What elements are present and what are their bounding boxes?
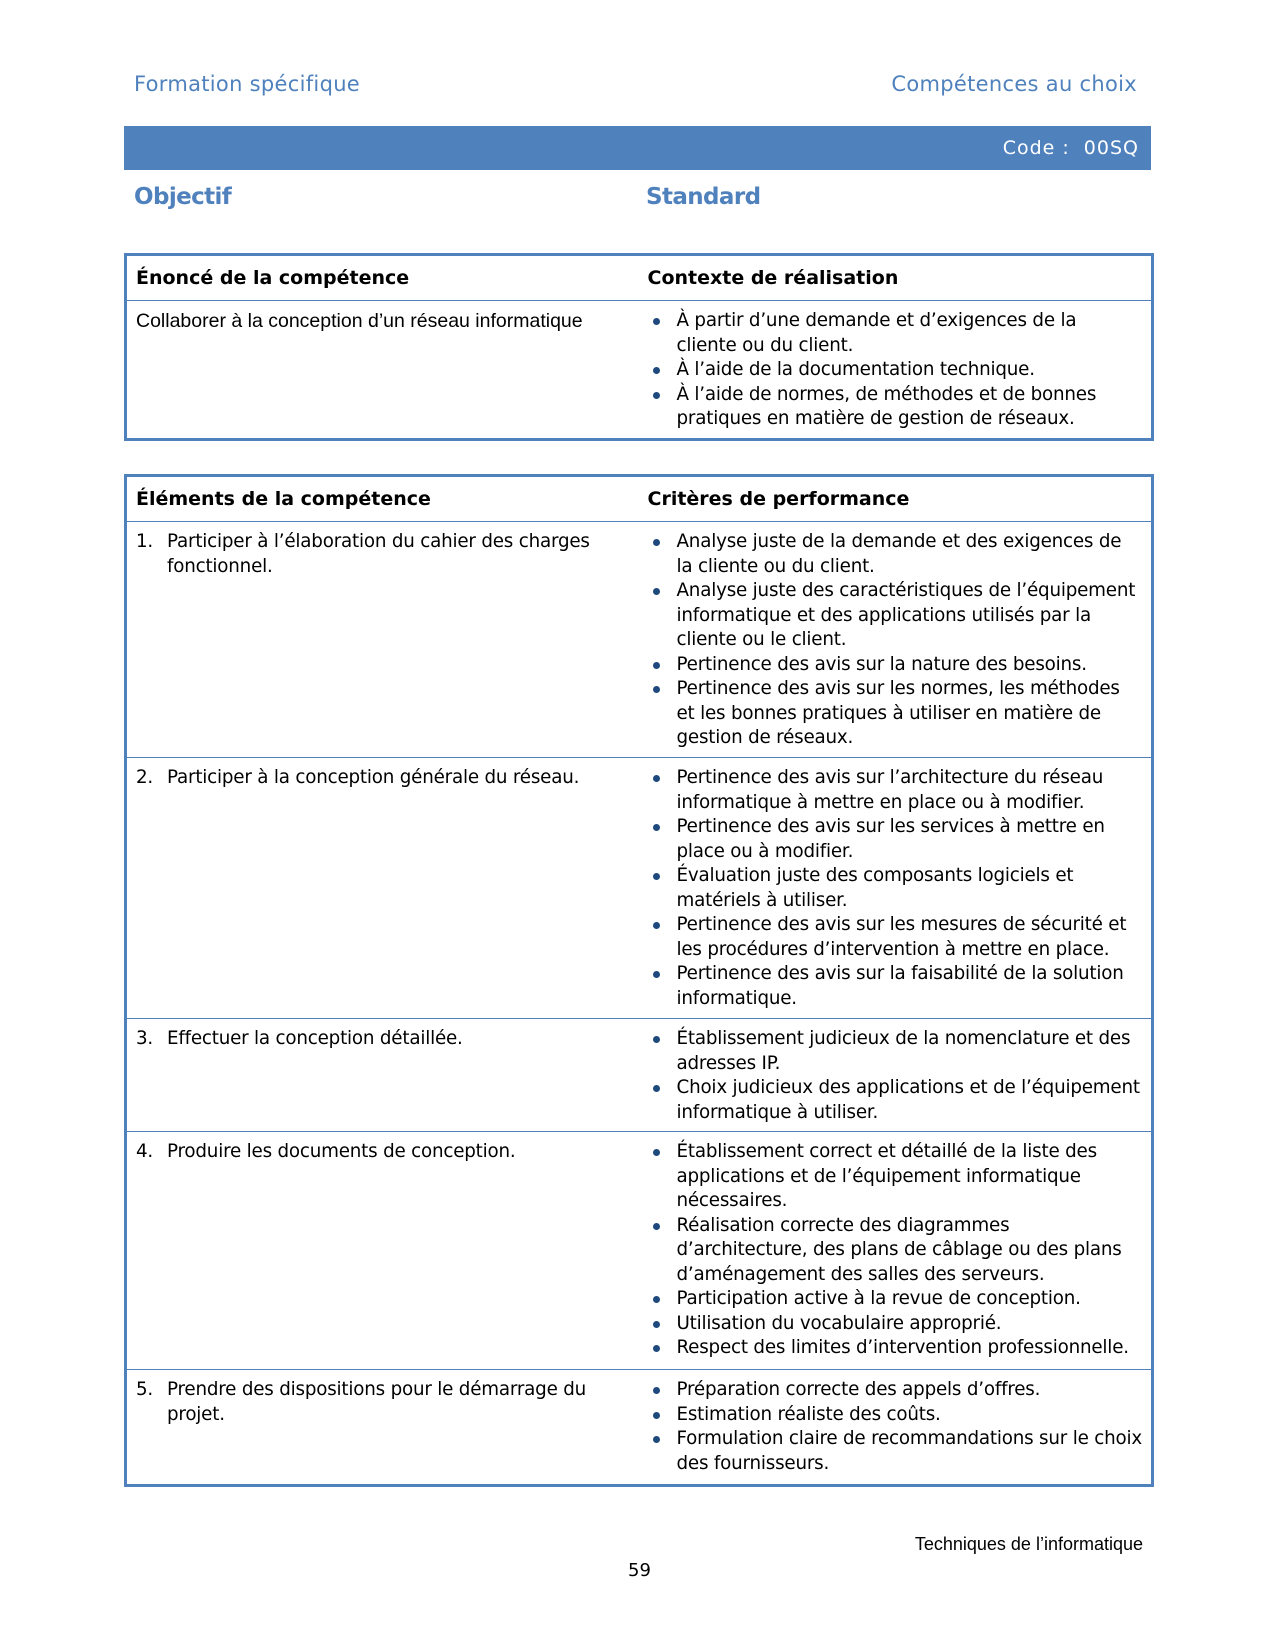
header-competences: Compétences au choix: [891, 72, 1137, 96]
bullet-icon: [653, 686, 660, 693]
list-item-text: Établissement correct et détaillé de la liste des applications et de l’équipement informatique nécessaires.: [676, 1141, 1097, 1211]
list-item-text: Respect des limites d’intervention professionnelle.: [676, 1337, 1129, 1358]
bullet-icon: [653, 1223, 660, 1230]
element-text: Produire les documents de conception.: [167, 1141, 516, 1162]
list-item-text: Estimation réaliste des coûts.: [676, 1403, 941, 1425]
element-text: Effectuer la conception détaillée.: [167, 1028, 463, 1049]
section-standard: Standard: [646, 184, 761, 210]
element-number: 2.: [136, 767, 154, 788]
bullet-icon: [653, 873, 660, 880]
list-item-text: Participation active à la revue de conception.: [676, 1288, 1081, 1309]
criteres-cell: [639, 522, 1153, 758]
list-item-text: Pertinence des avis sur l’architecture du réseau informatique à mettre en place ou à modifier.: [676, 767, 1104, 813]
criteres-list: [648, 1140, 1143, 1361]
list-item-text: Analyse juste des caractéristiques de l’équipement informatique et des applications utilisés par la cliente ou le client.: [676, 580, 1136, 650]
list-item: [648, 358, 1143, 383]
table-row: [126, 522, 1153, 758]
bullet-icon: [653, 1412, 660, 1419]
competence-table: [124, 253, 1154, 441]
list-item: [648, 1140, 1143, 1214]
bullet-icon: [653, 1296, 660, 1303]
list-item: [648, 677, 1143, 751]
element-cell: [126, 1132, 639, 1370]
list-item: [648, 1403, 1143, 1428]
bullet-icon: [653, 367, 660, 374]
list-item-text: Pertinence des avis sur les services à mettre en place ou à modifier.: [676, 816, 1105, 862]
table-header-row: [126, 476, 1153, 522]
table-row: [126, 1019, 1153, 1132]
list-item-text: À partir d’une demande et d’exigences de la cliente ou du client.: [676, 310, 1077, 356]
bullet-icon: [653, 662, 660, 669]
list-item: [648, 1378, 1143, 1403]
list-item-text: Pertinence des avis sur la faisabilité de la solution informatique.: [676, 963, 1124, 1009]
element-number: 4.: [136, 1141, 154, 1162]
bullet-icon: [653, 588, 660, 595]
list-item-text: À l’aide de la documentation technique.: [676, 359, 1035, 380]
element-text: Prendre des dispositions pour le démarrage du projet.: [167, 1379, 587, 1425]
criteres-list: [648, 1378, 1143, 1476]
bullet-icon: [653, 824, 660, 831]
element-cell: [126, 758, 639, 1019]
list-item: [648, 1287, 1143, 1312]
list-item: [648, 1076, 1143, 1125]
element-cell: [126, 1019, 639, 1132]
element-cell: [126, 522, 639, 758]
bullet-icon: [653, 1387, 660, 1394]
criteres-list: [648, 766, 1143, 1011]
element-cell: [126, 1370, 639, 1486]
element-number: 3.: [136, 1028, 154, 1049]
element-number: 5.: [136, 1379, 154, 1400]
element-text: Participer à la conception générale du réseau.: [167, 767, 580, 788]
bullet-icon: [653, 1321, 660, 1328]
list-item-text: Préparation correcte des appels d’offres.: [676, 1379, 1041, 1400]
list-item: [648, 1427, 1143, 1476]
bullet-icon: [653, 1036, 660, 1043]
list-item: [648, 1312, 1143, 1337]
bullet-icon: [653, 922, 660, 929]
criteres-cell: [639, 758, 1153, 1019]
list-item: [648, 1027, 1143, 1076]
list-item-text: Pertinence des avis sur la nature des besoins.: [676, 653, 1087, 675]
list-item: [648, 962, 1143, 1011]
header-formation: Formation spécifique: [134, 72, 361, 96]
page-number: 59: [628, 1560, 651, 1581]
bullet-icon: [653, 539, 660, 546]
list-item-text: Pertinence des avis sur les normes, les méthodes et les bonnes pratiques à utiliser en matière de gestion de réseaux.: [676, 678, 1120, 748]
code-wrap: [1003, 137, 1139, 159]
list-item: [648, 1336, 1143, 1361]
list-item-text: Établissement judicieux de la nomenclature et des adresses IP.: [676, 1028, 1131, 1074]
list-item-text: Réalisation correcte des diagrammes d’architecture, des plans de câblage ou des plans d’aménagement des salles des serveurs.: [676, 1214, 1122, 1285]
header-contexte: Contexte de réalisation: [639, 255, 1153, 301]
table-row: [126, 1132, 1153, 1370]
criteres-list: [648, 530, 1143, 751]
list-item: [648, 815, 1143, 864]
list-item: [648, 1214, 1143, 1288]
table-row: [126, 758, 1153, 1019]
element-item: [136, 1140, 630, 1165]
bullet-icon: [653, 392, 660, 399]
element-number: 1.: [136, 531, 154, 552]
code-value: 00SQ: [1083, 137, 1139, 159]
list-item-text: Évaluation juste des composants logiciels et matériels à utiliser.: [676, 865, 1074, 911]
code-label: Code :: [1002, 137, 1070, 159]
table-header-row: [126, 255, 1153, 301]
enonce-cell: [126, 301, 639, 440]
footer-program: Techniques de l’informatique: [914, 1534, 1143, 1554]
section-objectif: Objectif: [134, 184, 232, 210]
list-item: [648, 530, 1143, 579]
list-item-text: Analyse juste de la demande et des exigences de la cliente ou du client.: [676, 531, 1122, 577]
bullet-icon: [653, 1085, 660, 1092]
element-item: [136, 530, 630, 579]
header-criteres: Critères de performance: [639, 476, 1153, 522]
elements-table: [124, 474, 1154, 1487]
bullet-icon: [653, 1345, 660, 1352]
list-item-text: Formulation claire de recommandations sur le choix des fournisseurs.: [676, 1428, 1142, 1474]
criteres-list: [648, 1027, 1143, 1125]
list-item-text: Utilisation du vocabulaire approprié.: [676, 1312, 1002, 1334]
bullet-icon: [653, 971, 660, 978]
header-elements: Éléments de la compétence: [126, 476, 639, 522]
element-item: [136, 1027, 630, 1052]
list-item: [648, 653, 1143, 678]
bullet-icon: [653, 1149, 660, 1156]
list-item-text: Pertinence des avis sur les mesures de sécurité et les procédures d’intervention à mettre en place.: [676, 914, 1127, 960]
contexte-list: [648, 309, 1143, 432]
enonce-text: Collaborer à la conception d’un réseau informatique: [136, 310, 583, 332]
list-item-text: À l’aide de normes, de méthodes et de bonnes pratiques en matière de gestion de réseaux.: [676, 383, 1097, 429]
bullet-icon: [653, 1436, 660, 1443]
bullet-icon: [653, 775, 660, 782]
element-item: [136, 766, 630, 791]
element-text: Participer à l’élaboration du cahier des charges fonctionnel.: [167, 531, 590, 577]
list-item: [648, 913, 1143, 962]
list-item: [648, 766, 1143, 815]
contexte-cell: [639, 301, 1153, 440]
bullet-icon: [653, 318, 660, 325]
table-row: [126, 1370, 1153, 1486]
criteres-cell: [639, 1019, 1153, 1132]
table-row: [126, 301, 1153, 440]
list-item: [648, 383, 1143, 432]
code-bar: [124, 126, 1151, 170]
list-item-text: Choix judicieux des applications et de l’équipement informatique à utiliser.: [676, 1077, 1140, 1123]
header-enonce: Énoncé de la compétence: [126, 255, 639, 301]
list-item: [648, 309, 1143, 358]
list-item: [648, 579, 1143, 653]
list-item: [648, 864, 1143, 913]
criteres-cell: [639, 1132, 1153, 1370]
criteres-cell: [639, 1370, 1153, 1486]
element-item: [136, 1378, 630, 1427]
